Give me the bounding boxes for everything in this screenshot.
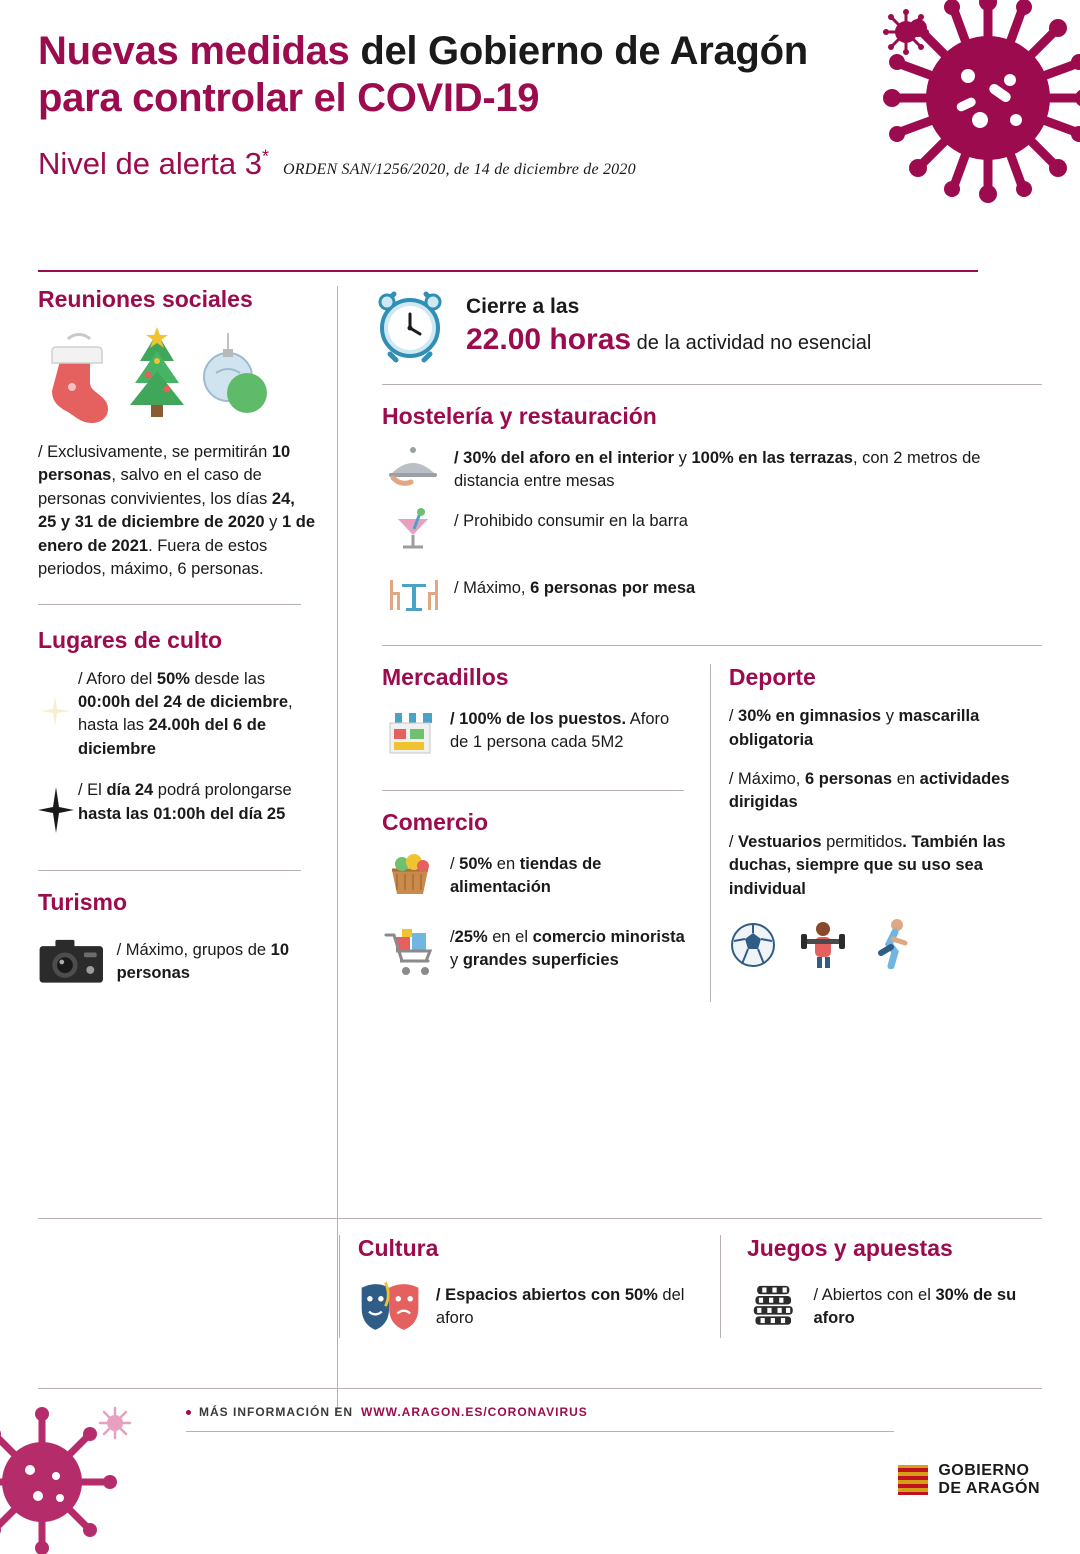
cocktail-icon [386, 507, 440, 560]
com1-b2: tiendas de alimentación [450, 855, 602, 897]
footer-info-label: MÁS INFORMACIÓN EN [199, 1405, 353, 1419]
comercio-item-2-text [450, 923, 692, 972]
title-part-1: Nuevas medidas [38, 29, 350, 73]
dep2-t2: en [892, 770, 920, 789]
dep3-t2: permitidos [821, 832, 903, 851]
weight-lifter-icon [797, 919, 849, 969]
section-heading-deporte: Deporte [728, 664, 816, 691]
host1-t1: y [674, 449, 692, 467]
divider-right-1 [382, 384, 1042, 385]
culto1-t2: desde las [189, 669, 266, 688]
deporte-item-1 [729, 705, 1024, 752]
page-title [38, 28, 828, 122]
dep3-b2: . También las [902, 832, 1006, 851]
footer-url[interactable]: WWW.ARAGON.ES/CORONAVIRUS [361, 1405, 588, 1419]
culto1-b2: 00:00h del 24 de diciembre [78, 692, 289, 711]
reuniones-t4: . Fuera de estos periodos, máximo, 6 personas. [38, 536, 268, 579]
jue-t1: / Abiertos con el [813, 1285, 936, 1304]
dep2-t1: / Máximo, [728, 770, 805, 789]
header [0, 0, 1080, 250]
bottom-sections [0, 1218, 1080, 1338]
section-heading-cultura: Cultura [357, 1235, 439, 1261]
alert-level [38, 146, 269, 182]
coronavirus-small-icon [882, 8, 930, 56]
closing-line-1: Cierre a las [466, 295, 580, 319]
section-heading-hosteleria: Hostelería y restauración [382, 403, 657, 429]
mercadillos-comercio-column [364, 664, 711, 1002]
culto1-b3: 24.00h del 6 de diciembre [78, 716, 267, 758]
divider-left-2 [38, 870, 301, 871]
turismo-text [117, 939, 315, 986]
food-basket-icon [382, 850, 436, 909]
juegos-column [720, 1235, 1042, 1338]
gov-line-1: GOBIERNO [938, 1462, 1030, 1480]
host3-b1: 6 personas por mesa [530, 579, 696, 598]
christmas-bauble-icon [202, 327, 268, 423]
hosteleria-item-3 [386, 574, 1042, 621]
dep1-b2: mascarilla obligatoria [728, 707, 980, 749]
reuniones-t1: / Exclusivamente, se permitirán [38, 443, 272, 461]
christmas-icons-row [42, 327, 315, 423]
deporte-column [711, 664, 1042, 1002]
culto1-t3: , hasta las [78, 692, 293, 735]
hosteleria-item-3-text [454, 574, 695, 600]
comercio-item-1-text [450, 850, 692, 899]
dep3-b1: Vestuarios [738, 832, 822, 851]
dep2-b2: actividades dirigidas [728, 770, 1010, 812]
dep1-b1: 30% en gimnasios [738, 707, 882, 726]
hosteleria-item-2-text: / Prohibido consumir en la barra [454, 512, 688, 531]
cult-t1: del aforo [435, 1285, 685, 1327]
reuniones-b3: 1 de enero de 2021 [38, 513, 316, 555]
dice-chips-icon [747, 1276, 800, 1338]
deporte-item-3 [729, 831, 1024, 901]
culto-item-1 [78, 668, 315, 762]
hosteleria-list [364, 444, 1042, 621]
closing-line-2 [466, 323, 871, 357]
turismo-bottom-spacer [38, 1235, 340, 1338]
culto2-t2: podrá prolongarse [153, 781, 292, 800]
turismo-t1: / Máximo, grupos de [116, 940, 271, 959]
section-heading-comercio: Comercio [382, 809, 489, 836]
mercadillos-text [450, 705, 692, 754]
camera-icon [38, 930, 105, 994]
christmas-tree-icon [120, 327, 194, 423]
section-heading-culto: Lugares de culto [38, 626, 223, 653]
christmas-stocking-icon [42, 331, 112, 423]
hosteleria-item-2 [386, 507, 1042, 560]
footer [0, 1388, 1080, 1528]
room-service-icon [386, 444, 440, 493]
alert-level-text: Nivel de alerta 3 [38, 146, 263, 182]
footer-info [0, 1389, 1080, 1419]
merc-t1: Aforo de 1 persona cada 5M2 [450, 710, 670, 752]
com1-t2: en [492, 855, 520, 874]
reuniones-t2: , salvo en el caso de personas convivientes, los días [38, 466, 272, 508]
turismo-b1: 10 personas [116, 940, 289, 983]
bottom-columns [0, 1219, 1080, 1338]
alert-level-asterisk: * [262, 147, 270, 168]
section-heading-reuniones: Reuniones sociales [38, 286, 253, 312]
deporte-item-2 [729, 768, 1024, 815]
reuniones-t3: y [264, 513, 282, 532]
com2-b2: comercio minorista [532, 928, 685, 947]
coronavirus-icon [860, 0, 1080, 230]
dep3-b3: duchas, siempre que su uso sea individual [728, 856, 983, 898]
dep1-t2: y [881, 707, 899, 726]
order-reference: ORDEN SAN/1256/2020, de 14 de diciembre de 2020 [283, 161, 636, 179]
host3-t1: / Máximo, [454, 579, 531, 598]
mercadillos-item [382, 705, 692, 768]
com2-t3: y [450, 951, 463, 970]
com2-t1: / [450, 928, 455, 947]
gov-line-2: DE ARAGÓN [938, 1480, 1040, 1498]
comercio-item-2 [382, 923, 692, 988]
com2-b1: 25% [454, 928, 488, 947]
reuniones-text [38, 441, 315, 582]
footer-second-rule [186, 1431, 894, 1432]
host1-b2: 100% en las terrazas [691, 449, 853, 467]
divider-left-1 [38, 604, 301, 605]
shopping-cart-icon [382, 923, 436, 988]
section-heading-juegos: Juegos y apuestas [746, 1235, 953, 1261]
dep1-t1: / [728, 707, 739, 726]
culto1-t1: / Aforo del [78, 669, 157, 688]
culto2-b1: día 24 [106, 781, 154, 800]
government-logo [898, 1462, 1040, 1498]
star-sparkle-icon [38, 787, 74, 833]
theatre-masks-icon [358, 1276, 422, 1338]
dep3-t1: / [728, 832, 739, 851]
alarm-clock-icon [372, 288, 448, 364]
culto2-t1: / El [78, 781, 107, 800]
alert-level-row [38, 146, 858, 182]
dep2-b1: 6 personas [804, 770, 893, 789]
aragon-flag-icon [898, 1465, 928, 1495]
hosteleria-item-1 [386, 444, 1042, 493]
runner-icon [869, 917, 917, 969]
cultura-column [340, 1235, 720, 1338]
host1-b1: / 30% del aforo en el interior [454, 449, 675, 467]
sport-icons-row [729, 917, 1024, 969]
title-part-2: del Gobierno de Aragón [349, 29, 808, 73]
culto1-b1: 50% [156, 669, 190, 688]
section-heading-mercadillos: Mercadillos [382, 664, 509, 691]
bullet-icon [186, 1410, 191, 1415]
comercio-item-1 [382, 850, 692, 909]
com2-t2: en el [487, 928, 533, 947]
lower-sections [364, 664, 1042, 1002]
host1-t2: , con 2 metros de distancia entre mesas [454, 449, 981, 491]
market-stall-icon [382, 705, 436, 768]
reuniones-b2: 24, 25 y 31 de diciembre de 2020 [38, 489, 295, 532]
closing-suffix: de la actividad no esencial [631, 331, 872, 354]
sparkle-icon [38, 694, 72, 728]
culto2-b2: hasta las 01:00h del día 25 [78, 804, 286, 823]
divider-right-2 [382, 645, 1042, 646]
com1-t1: / [450, 855, 460, 874]
closing-hours: 22.00 horas [466, 322, 632, 356]
reuniones-b1: 10 personas [38, 443, 291, 485]
divider-mercadillos-comercio [382, 790, 684, 791]
government-name [938, 1462, 1040, 1498]
cultura-text [436, 1284, 702, 1331]
com1-b1: 50% [459, 855, 493, 874]
cult-b1: / Espacios abiertos con 50% [435, 1285, 658, 1304]
culto-item-2 [78, 779, 315, 826]
closing-time-block [364, 286, 1042, 364]
merc-b1: / 100% de los puestos. [450, 710, 627, 729]
title-part-3: para controlar el COVID-19 [38, 76, 540, 121]
juegos-text [813, 1284, 1024, 1331]
closing-time-text [466, 295, 871, 356]
section-heading-turismo: Turismo [38, 889, 128, 916]
soccer-ball-icon [729, 921, 777, 969]
hosteleria-item-1-text [454, 444, 1042, 493]
jue-b1: 30% de su aforo [813, 1285, 1017, 1327]
com2-b3: grandes superficies [462, 951, 619, 970]
coronavirus-small-bottom-icon [96, 1404, 134, 1442]
table-chairs-icon [386, 574, 440, 621]
